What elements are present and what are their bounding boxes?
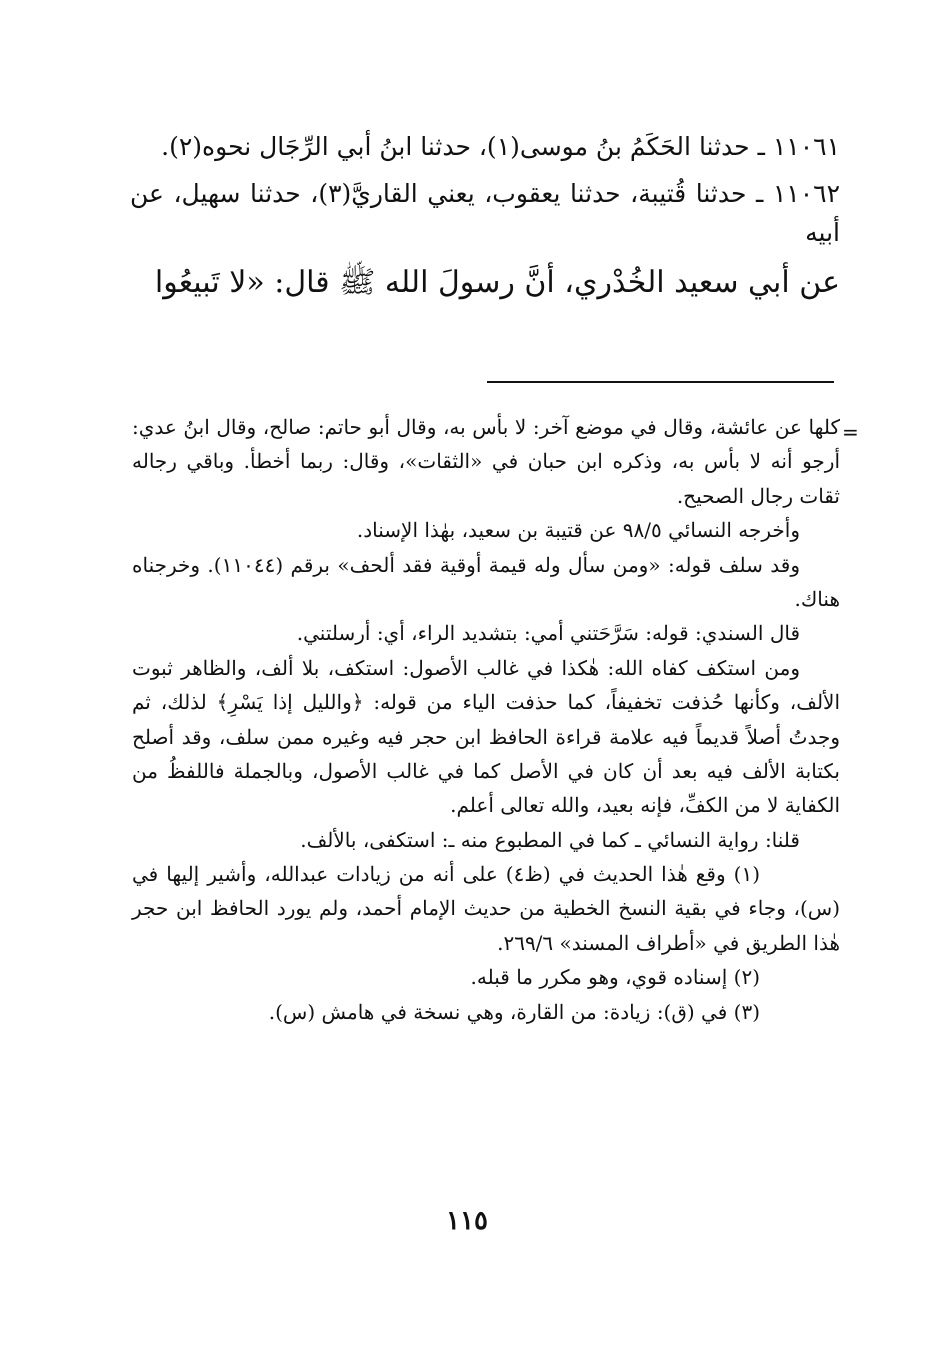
footnote-2 (132, 960, 840, 994)
note-paragraph: وقد سلف قوله: «ومن سأل وله قيمة أوقية فقد ألحف» برقم (١١٠٤٤). وخرجناه هناك. (132, 552, 840, 611)
footnote-text: إسناده قوي، وهو مكرر ما قبله. (470, 965, 728, 990)
hadith-11061: ١١٠٦١ ـ حدثنا الحَكَمُ بنُ موسى(١)، حدثنا ابنُ أبي الرِّجَال نحوه(٢). (161, 132, 840, 161)
note-paragraph: قلنا: رواية النسائي ـ كما في المطبوع منه ـ: استكفى، بالألف. (300, 827, 800, 852)
page-number: ١١٥ (446, 1206, 488, 1236)
main-text (130, 128, 840, 315)
footnotes (132, 410, 840, 1029)
footnote-number: (١) (733, 862, 761, 887)
note-paragraph: ومن استكف كفاه الله: هٰكذا في غالب الأصول: استكف، بلا ألف، والظاهر ثبوت الألف، وكأنها حُذفت تخفيفاً، كما حذفت الياء من قوله: ﴿والليل إذا يَسْرِ﴾ لذلك، ثم وجدتُ أصلاً قديماً فيه علامة قراءة الحافظ ابن حجر فيه وغيره ممن سلف، وقد أصلح بكتابة الألف فيه بعد أن كان في الأصل كما في غالب الأصول، وبالجملة فاللفظُ من الكفاية لا من الكفِّ، فإنه بعيد، والله تعالى أعلم. (132, 655, 840, 818)
footnote-number: (٣) (733, 999, 760, 1024)
hadith-11062-text: عن أبي سعيد الخُدْري، أنَّ رسولَ الله ﷺ قال: «لا تَبيعُوا (154, 265, 840, 301)
footnote-3 (132, 995, 840, 1029)
note-paragraph: كلها عن عائشة، وقال في موضع آخر: لا بأس به، وقال أبو حاتم: صالح، وقال ابنُ عدي: أرجو أنه لا بأس به، وذكره ابن حبان في «الثقات»، وقال: ربما أخطأ. وباقي رجاله ثقات رجال الصحيح. (132, 415, 840, 508)
note-paragraph: قال السندي: قوله: سَرَّحَتني أمي: بتشديد الراء، أي: أرسلتني. (296, 621, 800, 646)
continuation-mark: = (842, 420, 859, 444)
footnote-text: في (ق): زيادة: من القارة، وهي نسخة في هامش (س). (268, 999, 728, 1024)
footnote-text: وقع هٰذا الحديث في (ظ٤) على أنه من زيادات عبدالله، وأشير إليها في (س)، وجاء في بقية النسخ الخطية من حديث الإمام أحمد، ولم يورد الحافظ ابن حجر هٰذا الطريق في «أطراف المسند» ٢٦٩/٦. (132, 862, 840, 955)
hadith-11062: ١١٠٦٢ ـ حدثنا قُتيبة، حدثنا يعقوب، يعني القاريَّ(٣)، حدثنا سهيل، عن أبيه (130, 178, 840, 247)
footnote-number: (٢) (733, 965, 760, 990)
footnote-separator (487, 381, 834, 383)
note-paragraph: وأخرجه النسائي ٩٨/٥ عن قتيبة بن سعيد، بهٰذا الإسناد. (356, 518, 800, 543)
footnote-1 (132, 857, 840, 960)
